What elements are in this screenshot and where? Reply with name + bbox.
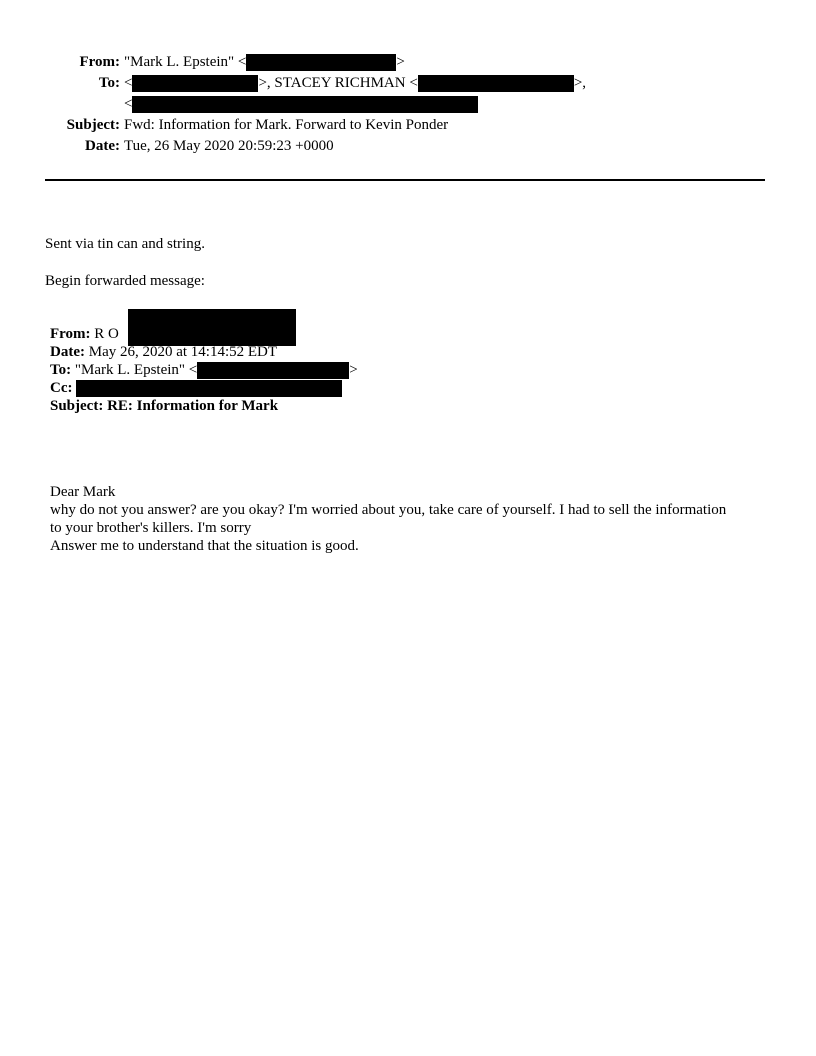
fwd-cc-label: Cc: (50, 380, 73, 396)
to-open: < (124, 75, 133, 91)
redaction-box (76, 380, 342, 397)
signature-text: Sent via tin can and string. (45, 236, 205, 252)
fwd-to-label: To: (50, 362, 72, 378)
message-greeting: Dear Mark (50, 484, 116, 500)
fwd-from-row (50, 325, 358, 343)
fwd-cc-row (50, 379, 358, 397)
to-line2-open: < (124, 96, 133, 112)
message-line-2: Answer me to understand that the situation is good. (50, 538, 359, 554)
from-name: "Mark L. Epstein" < (124, 54, 247, 70)
fwd-from-label: From: (50, 326, 91, 342)
header-date-row (0, 136, 816, 157)
fwd-to-row (50, 361, 358, 379)
to-close: >, (573, 75, 587, 91)
fwd-date-row (50, 343, 358, 361)
fwd-date-label: Date: (50, 344, 85, 360)
fwd-to-value: "Mark L. Epstein" < (74, 362, 198, 378)
date-label: Date: (85, 138, 120, 154)
header-from-row (0, 52, 816, 73)
redaction-box (246, 54, 396, 71)
fwd-date-value: May 26, 2020 at 14:14:52 EDT (88, 344, 278, 360)
to-label: To: (98, 75, 120, 91)
fwd-subject-label: Subject: (50, 398, 104, 414)
redaction-box (418, 75, 574, 92)
redaction-box (197, 362, 349, 379)
redaction-box (132, 75, 258, 92)
message-line-1: why do not you answer? are you okay? I'm worried about you, take care of yourself. I had to sell the information to your brother's killers. I'm sorry (50, 502, 727, 536)
header-divider (45, 179, 765, 181)
message-body (50, 483, 730, 555)
date-value: Tue, 26 May 2020 20:59:23 +0000 (124, 138, 334, 154)
fwd-subject-row (50, 397, 358, 415)
redaction-box (132, 96, 478, 113)
from-label: From: (79, 54, 120, 70)
forwarded-header (50, 325, 358, 415)
fwd-subject-value: RE: Information for Mark (107, 398, 279, 414)
to-mid: >, STACEY RICHMAN < (258, 75, 418, 91)
fwd-to-close: > (349, 362, 358, 378)
header-to-row (0, 73, 816, 94)
fwd-from-value: R O (94, 326, 119, 342)
subject-value: Fwd: Information for Mark. Forward to Kevin Ponder (124, 117, 449, 133)
begin-forwarded-text: Begin forwarded message: (45, 273, 205, 289)
email-header (0, 52, 816, 157)
subject-label: Subject: (66, 117, 120, 133)
header-to-row-2 (0, 94, 816, 115)
header-subject-row (0, 115, 816, 136)
from-close: > (396, 54, 405, 70)
